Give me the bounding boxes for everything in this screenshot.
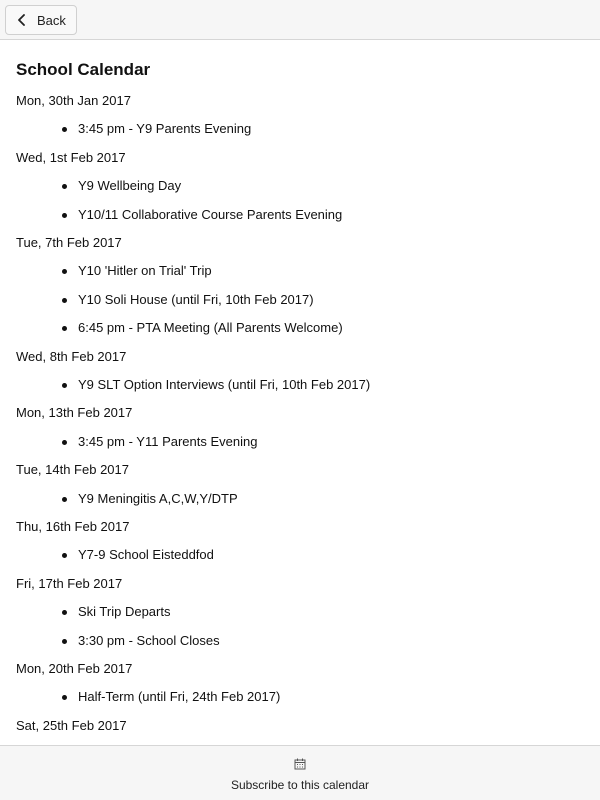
date-heading: Mon, 20th Feb 2017 bbox=[16, 661, 133, 676]
event-item bbox=[62, 377, 370, 393]
event-text: 6:45 pm - PTA Meeting (All Parents Welcome) bbox=[78, 320, 343, 335]
date-heading: Mon, 13th Feb 2017 bbox=[16, 405, 133, 420]
date-heading: Tue, 7th Feb 2017 bbox=[16, 235, 122, 250]
event-text: Half-Term (until Fri, 24th Feb 2017) bbox=[78, 689, 281, 704]
event-text: Y7-9 School Eisteddfod bbox=[78, 547, 214, 562]
date-heading: Tue, 14th Feb 2017 bbox=[16, 462, 129, 477]
event-text: 3:30 pm - School Closes bbox=[78, 633, 220, 648]
back-button[interactable] bbox=[5, 5, 77, 35]
bullet-icon bbox=[62, 298, 67, 303]
event-item bbox=[62, 491, 238, 507]
event-item bbox=[62, 434, 257, 450]
bullet-icon bbox=[62, 383, 67, 388]
calendar-content bbox=[0, 40, 600, 745]
event-text: Y9 SLT Option Interviews (until Fri, 10th Feb 2017) bbox=[78, 377, 371, 392]
date-heading: Sat, 25th Feb 2017 bbox=[16, 718, 127, 733]
bottom-toolbar bbox=[0, 745, 600, 800]
event-item bbox=[62, 178, 181, 194]
date-heading: Wed, 8th Feb 2017 bbox=[16, 349, 127, 364]
event-item bbox=[62, 633, 220, 649]
event-text: Ski Trip Departs bbox=[78, 604, 171, 619]
bullet-icon bbox=[62, 440, 67, 445]
date-heading: Thu, 16th Feb 2017 bbox=[16, 519, 130, 534]
subscribe-button[interactable] bbox=[0, 746, 600, 800]
subscribe-label: Subscribe to this calendar bbox=[230, 778, 370, 792]
event-item bbox=[62, 263, 212, 279]
event-item bbox=[62, 689, 280, 705]
bullet-icon bbox=[62, 184, 67, 189]
event-item bbox=[62, 320, 343, 336]
bullet-icon bbox=[62, 326, 67, 331]
calendar-icon bbox=[294, 758, 306, 770]
chevron-left-icon bbox=[10, 6, 34, 34]
event-text: 3:45 pm - Y11 Parents Evening bbox=[78, 434, 258, 449]
bullet-icon bbox=[62, 610, 67, 615]
event-text: Y10 'Hitler on Trial' Trip bbox=[78, 263, 212, 278]
bullet-icon bbox=[62, 695, 67, 700]
bullet-icon bbox=[62, 497, 67, 502]
date-heading: Fri, 17th Feb 2017 bbox=[16, 576, 123, 591]
event-text: Y9 Wellbeing Day bbox=[78, 178, 182, 193]
date-heading: Mon, 30th Jan 2017 bbox=[16, 93, 131, 108]
event-item bbox=[62, 604, 170, 620]
event-item bbox=[62, 547, 214, 563]
event-item bbox=[62, 207, 342, 223]
bullet-icon bbox=[62, 127, 67, 132]
bullet-icon bbox=[62, 639, 67, 644]
bullet-icon bbox=[62, 213, 67, 218]
bullet-icon bbox=[62, 269, 67, 274]
back-button-label: Back bbox=[37, 12, 66, 28]
event-text: Y9 Meningitis A,C,W,Y/DTP bbox=[78, 491, 238, 506]
event-text: Y10/11 Collaborative Course Parents Evening bbox=[78, 207, 343, 222]
top-toolbar bbox=[0, 0, 600, 40]
bullet-icon bbox=[62, 553, 67, 558]
event-item bbox=[62, 121, 251, 137]
date-heading: Wed, 1st Feb 2017 bbox=[16, 150, 126, 165]
event-item bbox=[62, 292, 314, 308]
event-text: Y10 Soli House (until Fri, 10th Feb 2017) bbox=[78, 292, 314, 307]
event-text: 3:45 pm - Y9 Parents Evening bbox=[78, 121, 252, 136]
page-title: School Calendar bbox=[16, 60, 151, 79]
